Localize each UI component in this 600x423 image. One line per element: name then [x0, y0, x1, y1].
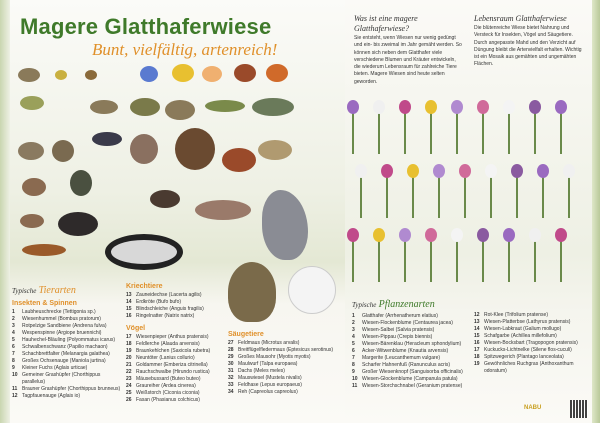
- item-number: 14: [474, 326, 480, 332]
- item-name: Großes Mausohr (Myotis myotis): [238, 354, 311, 360]
- item-name: Erdkröte (Bufo bufo): [136, 299, 182, 305]
- item-number: 11: [352, 383, 358, 389]
- item-number: 4: [352, 334, 355, 340]
- item-number: 3: [12, 323, 15, 329]
- plant-species-list-2: [474, 312, 586, 375]
- species-list-item: [352, 313, 470, 320]
- insect-illustration: [18, 68, 40, 82]
- mammals-heading: Säugetiere: [228, 331, 264, 338]
- plant-stem: [560, 108, 562, 154]
- item-number: 34: [228, 389, 234, 395]
- item-name: Wiesen-Flockenblume (Centaurea jacea): [362, 320, 453, 326]
- species-list-item: [126, 383, 224, 390]
- species-list-item: [12, 337, 122, 344]
- species-list-item: [228, 347, 338, 354]
- plant-species-list: [352, 298, 470, 390]
- item-number: 10: [12, 372, 18, 378]
- item-name: Schwalbenschwanz (Papilio machaon): [22, 344, 108, 350]
- plant-stem: [352, 108, 354, 154]
- species-list-item: [474, 340, 586, 347]
- item-name: Reh (Capreolus capreolus): [238, 389, 298, 395]
- mammals-list: [228, 330, 338, 396]
- plant-flower: [503, 100, 515, 114]
- plant-stem: [534, 108, 536, 154]
- item-name: Blindschleiche (Anguis fragilis): [136, 306, 204, 312]
- item-number: 18: [474, 354, 480, 360]
- species-list-item: [228, 389, 338, 396]
- what-is-text: Sie entsteht, wenn Wiesen nur wenig gedüngt und ein- bis zweimal im Jahr gemäht werden. So können sich neben dem Glatthafer viele verschiedene Blumen und Kräuter entwickeln, die wiederum Lebensraum für zahlreiche Tiere bieten. Magere Wiesen sind heute selten geworden.: [354, 35, 462, 85]
- pheasant-illustration: [222, 148, 256, 172]
- poster-subtitle: Bunt, vielfältig, artenreich!: [92, 40, 278, 59]
- item-name: Ringelnatter (Natrix natrix): [136, 313, 195, 319]
- species-list-item: [126, 313, 224, 320]
- plant-flower: [347, 228, 359, 242]
- species-list-item: [352, 334, 470, 341]
- item-name: Rot-Klee (Trifolium pratense): [484, 312, 549, 318]
- plant-stem: [482, 236, 484, 282]
- nabu-logo: NABU: [524, 405, 542, 411]
- item-number: 5: [352, 341, 355, 347]
- item-name: Fasan (Phasianus colchicus): [136, 397, 200, 403]
- plant-stem: [360, 172, 362, 218]
- butterfly-illustration: [140, 66, 158, 82]
- item-name: Graureiher (Ardea cinerea): [136, 383, 196, 389]
- item-name: Acker-Witwenblume (Knautia arvensis): [362, 348, 449, 354]
- item-number: 14: [126, 299, 132, 305]
- reptiles-list: [126, 282, 224, 404]
- species-list-item: [474, 312, 586, 319]
- species-list-item: [12, 309, 122, 316]
- item-number: 31: [228, 368, 234, 374]
- plant-flower: [433, 164, 445, 178]
- plant-flower: [407, 164, 419, 178]
- item-name: Feldhase (Lepus europaeus): [238, 382, 302, 388]
- item-number: 15: [126, 306, 132, 312]
- item-name: Braunkehlchen (Saxicola rubetra): [136, 348, 211, 354]
- item-name: Mauswiesel (Mustela nivalis): [238, 375, 302, 381]
- plant-flower: [477, 100, 489, 114]
- item-number: 29: [228, 354, 234, 360]
- item-number: 22: [126, 369, 132, 375]
- item-name: Wiesen-Glockenblume (Campanula patula): [362, 376, 458, 382]
- item-number: 16: [126, 313, 132, 319]
- item-name: Gemeiner Grashüpfer (Chorthippus parallelus): [22, 372, 101, 385]
- species-list-item: [12, 323, 122, 330]
- item-name: Wiesen-Pippau (Crepis biennis): [362, 334, 433, 340]
- species-list-item: [228, 382, 338, 389]
- item-name: Goldammer (Emberiza citrinella): [136, 362, 208, 368]
- item-number: 25: [126, 390, 132, 396]
- item-name: Laubheuschrecke (Tettigonia sp.): [22, 309, 96, 315]
- grasshopper-illustration: [20, 96, 44, 110]
- plant-flower: [425, 228, 437, 242]
- item-number: 8: [12, 358, 15, 364]
- item-number: 33: [228, 382, 234, 388]
- badger-illustration: [105, 234, 183, 270]
- plant-flower: [373, 228, 385, 242]
- item-number: 9: [352, 369, 355, 375]
- snake-illustration: [252, 98, 294, 116]
- item-number: 27: [228, 340, 234, 346]
- species-list-item: [228, 361, 338, 368]
- item-name: Schafgarbe (Achillea millefolium): [484, 333, 557, 339]
- plant-stem: [490, 172, 492, 218]
- mouse-illustration: [20, 214, 44, 228]
- item-number: 11: [12, 386, 18, 392]
- plant-flower: [529, 228, 541, 242]
- species-list-item: [12, 365, 122, 372]
- item-name: Wiesen-Bocksbart (Tragopogon pratensis): [484, 340, 578, 346]
- item-number: 10: [352, 376, 358, 382]
- item-number: 20: [126, 355, 132, 361]
- butterfly-illustration: [234, 64, 256, 82]
- species-list-item: [12, 316, 122, 323]
- qr-code[interactable]: [570, 400, 588, 418]
- species-list-item: [474, 326, 586, 333]
- plant-flower: [373, 100, 385, 114]
- species-list-item: [228, 375, 338, 382]
- species-list-item: [126, 299, 224, 306]
- item-number: 15: [474, 333, 480, 339]
- buzzard-illustration: [175, 128, 215, 170]
- item-name: Rauchschwalbe (Hirundo rustica): [136, 369, 210, 375]
- species-list-item: [12, 330, 122, 337]
- item-name: Margerite (Leucanthemum vulgare): [362, 355, 441, 361]
- item-name: Tagpfauenauge (Aglais io): [22, 393, 81, 399]
- item-name: Gewöhnliches Ruchgras (Anthoxanthum odoratum): [484, 361, 574, 374]
- species-list-item: [352, 355, 470, 362]
- item-number: 1: [12, 309, 15, 315]
- item-number: 12: [474, 312, 480, 318]
- plant-stem: [534, 236, 536, 282]
- plant-stem: [404, 236, 406, 282]
- habitat-text: Die blütenreiche Wiese bietet Nahrung und Versteck für Insekten, Vögel und Säugetiere. Durch angepasste Mahd und den Verzicht auf Düngung bleibt die Artenvielfalt erhalten. Wichtig ist ein Mosaik aus gemähten und ungemähten Flächen.: [474, 25, 582, 68]
- item-number: 5: [12, 337, 15, 343]
- bird-illustration: [258, 140, 292, 160]
- reptile-illustration: [90, 100, 118, 114]
- what-is-section: [354, 14, 462, 86]
- species-list-item: [474, 333, 586, 340]
- plant-heading: Typische Pflanzenarten: [352, 299, 435, 310]
- species-list-item: [126, 390, 224, 397]
- item-number: 13: [126, 292, 132, 298]
- item-number: 19: [474, 361, 480, 367]
- what-is-title: Was ist eine magere Glatthaferwiese?: [354, 14, 418, 33]
- plant-stem: [560, 236, 562, 282]
- item-name: Zauneidechse (Lacerta agilis): [136, 292, 202, 298]
- item-name: Großes Ochsenauge (Maniola jurtina): [22, 358, 106, 364]
- plant-stem: [378, 236, 380, 282]
- item-name: Feldmaus (Microtus arvalis): [238, 340, 300, 346]
- bird-illustration: [22, 178, 46, 196]
- plant-stem: [508, 236, 510, 282]
- species-list-item: [352, 327, 470, 334]
- item-name: Neuntöter (Lanius collurio): [136, 355, 195, 361]
- plant-stem: [430, 108, 432, 154]
- item-name: Wiesen-Platterbse (Lathyrus pratensis): [484, 319, 571, 325]
- weasel-illustration: [22, 244, 66, 256]
- birds-heading: Vögel: [126, 325, 146, 332]
- toad-illustration: [165, 100, 195, 120]
- species-list-item: [352, 362, 470, 369]
- plant-flower: [425, 100, 437, 114]
- item-number: 26: [126, 397, 132, 403]
- plant-stem: [378, 108, 380, 154]
- plant-flower: [485, 164, 497, 178]
- animal-heading: Typische Tierarten: [12, 285, 76, 296]
- plant-flower: [555, 100, 567, 114]
- item-number: 7: [12, 351, 15, 357]
- item-number: 12: [12, 393, 18, 399]
- species-list-item: [126, 369, 224, 376]
- species-list-item: [352, 320, 470, 327]
- bird-illustration: [70, 170, 92, 196]
- item-name: Rotpelzige Sandbiene (Andrena fulva): [22, 323, 107, 329]
- item-number: 4: [12, 330, 15, 336]
- item-number: 32: [228, 375, 234, 381]
- insects-heading: Insekten & Spinnen: [12, 300, 77, 307]
- plant-flower: [451, 100, 463, 114]
- item-number: 9: [12, 365, 15, 371]
- item-name: Wiesenhummel (Bombus pratorum): [22, 316, 101, 322]
- plant-stem: [508, 108, 510, 154]
- plant-stem: [438, 172, 440, 218]
- lizard-illustration: [205, 100, 245, 112]
- species-list-item: [12, 386, 122, 393]
- item-number: 7: [352, 355, 355, 361]
- species-list-item: [474, 354, 586, 361]
- item-number: 17: [474, 347, 480, 353]
- species-list-item: [126, 341, 224, 348]
- item-name: Mäusebussard (Buteo buteo): [136, 376, 201, 382]
- item-number: 23: [126, 376, 132, 382]
- item-number: 6: [352, 348, 355, 354]
- plant-flower: [347, 100, 359, 114]
- item-name: Großer Wiesenknopf (Sanguisorba officinalis): [362, 369, 463, 375]
- hare-illustration: [228, 262, 276, 322]
- bird-illustration: [18, 142, 44, 160]
- item-number: 13: [474, 319, 480, 325]
- bat-illustration: [195, 200, 251, 220]
- species-list-item: [126, 334, 224, 341]
- species-list-item: [126, 355, 224, 362]
- item-number: 6: [12, 344, 15, 350]
- habitat-section: [474, 14, 586, 69]
- item-number: 2: [352, 320, 355, 326]
- item-name: Wiesen-Salbei (Salvia pratensis): [362, 327, 435, 333]
- item-number: 28: [228, 347, 234, 353]
- poster-title: Magere Glatthaferwiese: [20, 14, 272, 39]
- species-list-item: [126, 348, 224, 355]
- mole-illustration: [58, 212, 98, 236]
- plant-flower: [451, 228, 463, 242]
- species-list-item: [352, 383, 470, 390]
- plant-flower: [399, 100, 411, 114]
- species-list-item: [12, 344, 122, 351]
- plant-stem: [568, 172, 570, 218]
- item-number: 19: [126, 348, 132, 354]
- plant-flower: [477, 228, 489, 242]
- item-name: Breitflügelfledermaus (Eptesicus serotinus): [238, 347, 334, 353]
- habitat-title: Lebensraum Glatthaferwiese: [474, 14, 567, 23]
- insect-illustration: [85, 70, 97, 80]
- plant-stem: [352, 236, 354, 282]
- plant-flower: [381, 164, 393, 178]
- butterfly-illustration: [202, 66, 222, 82]
- species-list-item: [126, 376, 224, 383]
- stork-illustration: [288, 266, 336, 314]
- item-number: 8: [352, 362, 355, 368]
- plant-stem: [542, 172, 544, 218]
- item-number: 18: [126, 341, 132, 347]
- bird-illustration: [52, 140, 74, 162]
- plant-stem: [516, 172, 518, 218]
- species-list-item: [126, 306, 224, 313]
- plant-flower: [355, 164, 367, 178]
- plant-stem: [482, 108, 484, 154]
- plant-stem: [456, 108, 458, 154]
- plant-flower: [503, 228, 515, 242]
- species-list-item: [474, 361, 586, 375]
- item-name: Wiesen-Labkraut (Galium mollugo): [484, 326, 562, 332]
- item-name: Wiesenpieper (Anthus pratensis): [136, 334, 209, 340]
- species-list-item: [126, 397, 224, 404]
- item-name: Feldlerche (Alauda arvensis): [136, 341, 200, 347]
- species-list-item: [474, 319, 586, 326]
- species-list-item: [12, 358, 122, 365]
- species-list-item: [126, 292, 224, 299]
- item-name: Kleiner Fuchs (Aglais urticae): [22, 365, 88, 371]
- species-list-item: [352, 348, 470, 355]
- plant-flower: [529, 100, 541, 114]
- item-name: Hauhechel-Bläuling (Polyommatus icarus): [22, 337, 116, 343]
- item-number: 21: [126, 362, 132, 368]
- species-list-item: [352, 369, 470, 376]
- item-number: 24: [126, 383, 132, 389]
- toad-illustration: [130, 98, 160, 116]
- item-name: Brauner Grashüpfer (Chorthippus brunneus): [22, 386, 121, 392]
- species-list-item: [126, 362, 224, 369]
- item-name: Scharfer Hahnenfuß (Ranunculus acris): [362, 362, 451, 368]
- plant-flower: [555, 228, 567, 242]
- butterfly-illustration: [172, 64, 194, 82]
- item-number: 30: [228, 361, 234, 367]
- plant-stem: [430, 236, 432, 282]
- plant-stem: [404, 108, 406, 154]
- item-name: Wespenspinne (Argiope bruennichi): [22, 330, 102, 336]
- bird-illustration: [130, 134, 158, 164]
- item-name: Glatthafer (Arrhenatherum elatius): [362, 313, 438, 319]
- insect-illustration: [55, 70, 67, 80]
- right-border: [592, 0, 600, 423]
- plant-flower: [511, 164, 523, 178]
- plant-stem: [412, 172, 414, 218]
- item-name: Kuckucks-Lichtnelke (Silene flos-cuculi): [484, 347, 572, 353]
- item-number: 1: [352, 313, 355, 319]
- species-list-item: [12, 372, 122, 386]
- item-name: Maulwurf (Talpa europaea): [238, 361, 298, 367]
- plant-stem: [456, 236, 458, 282]
- item-name: Dachs (Meles meles): [238, 368, 285, 374]
- animal-species-list: [12, 284, 122, 400]
- butterfly-illustration: [266, 64, 288, 82]
- species-list-item: [12, 351, 122, 358]
- item-name: Spitzwegerich (Plantago lanceolata): [484, 354, 564, 360]
- plant-stem: [464, 172, 466, 218]
- left-border: [0, 0, 10, 423]
- bat-illustration: [150, 190, 180, 208]
- plant-flower: [399, 228, 411, 242]
- item-name: Wiesen-Storchschnabel (Geranium pratense): [362, 383, 463, 389]
- species-list-item: [352, 341, 470, 348]
- plant-flower: [563, 164, 575, 178]
- item-name: Schachbrettfalter (Melanargia galathea): [22, 351, 110, 357]
- species-list-item: [474, 347, 586, 354]
- item-name: Wiesen-Bärenklau (Heracleum sphondylium): [362, 341, 462, 347]
- species-list-item: [228, 340, 338, 347]
- plant-stem: [386, 172, 388, 218]
- species-list-item: [352, 376, 470, 383]
- item-number: 3: [352, 327, 355, 333]
- species-list-item: [228, 368, 338, 375]
- item-number: 16: [474, 340, 480, 346]
- item-name: Weißstorch (Ciconia ciconia): [136, 390, 200, 396]
- plant-flower: [537, 164, 549, 178]
- species-list-item: [12, 393, 122, 400]
- plant-flower: [459, 164, 471, 178]
- reptiles-heading: Kriechtiere: [126, 283, 163, 290]
- species-list-item: [228, 354, 338, 361]
- bird-illustration: [92, 132, 122, 146]
- item-number: 2: [12, 316, 15, 322]
- item-number: 17: [126, 334, 132, 340]
